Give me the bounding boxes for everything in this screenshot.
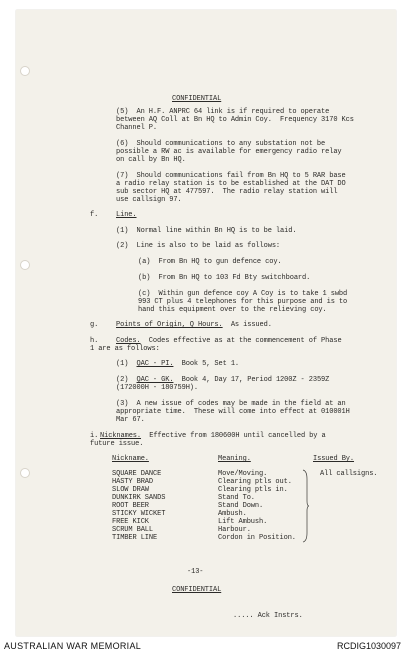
meaning-cell: Stand Down. bbox=[218, 502, 264, 510]
nickname-cell: SQUARE DANCE bbox=[112, 470, 162, 478]
grouping-brace bbox=[302, 469, 310, 543]
code-1-rest: Book 5, Set 1. bbox=[173, 360, 240, 368]
line-sub-c-2: 993 CT plus 4 telephones for this purpose and is to bbox=[138, 298, 348, 306]
para-6-line-1: (6) Should communications to any substation not be bbox=[116, 140, 326, 148]
issued-by-header: Issued By. bbox=[313, 455, 355, 463]
nickname-cell: ROOT BEER bbox=[112, 502, 149, 510]
section-i-title: Nicknames. bbox=[100, 432, 142, 440]
punch-hole bbox=[20, 468, 30, 478]
meaning-cell: Harbour. bbox=[218, 526, 251, 534]
punch-hole bbox=[20, 260, 30, 270]
code-3-line-1: (3) A new issue of codes may be made in the field at an bbox=[116, 400, 346, 408]
code-3-line-3: Mar 67. bbox=[116, 416, 145, 424]
line-sub-b: (b) From Bn HQ to 103 Fd Bty switchboard. bbox=[138, 274, 311, 282]
para-5-line-2: between AQ Coll at Bn HQ to Admin Coy. Frequency 3170 Kcs bbox=[116, 116, 354, 124]
line-sub-a: (a) From Bn HQ to gun defence coy. bbox=[138, 258, 282, 266]
section-f-title: Line. bbox=[116, 211, 137, 219]
archive-footer bbox=[0, 638, 405, 654]
code-2-label: (2) bbox=[116, 376, 137, 384]
line-sub-c-1: (c) Within gun defence coy A Coy is to take 1 swbd bbox=[138, 290, 348, 298]
page-number: -13- bbox=[187, 568, 204, 576]
nickname-header: Nickname. bbox=[112, 455, 149, 463]
para-6-line-2: possible a RW ac is available for emergency radio relay bbox=[116, 148, 342, 156]
section-h-title: Codes. bbox=[116, 337, 141, 345]
section-i-letter: i. bbox=[90, 432, 99, 440]
section-g-letter: g. bbox=[90, 321, 99, 329]
punch-hole bbox=[20, 66, 30, 76]
section-f-letter: f. bbox=[90, 211, 99, 219]
section-h-letter: h. bbox=[90, 337, 99, 345]
section-g-title: Points of Origin, Q Hours. bbox=[116, 321, 223, 329]
section-h-intro-2: 1 are as follows: bbox=[90, 345, 160, 353]
meaning-cell: Clearing ptls out. bbox=[218, 478, 292, 486]
issued-by-value: All callsigns. bbox=[320, 470, 378, 478]
code-1-label: (1) bbox=[116, 360, 137, 368]
code-3-line-2: appropriate time. These will come into effect at 010001H bbox=[116, 408, 350, 416]
line-item-2: (2) Line is also to be laid as follows: bbox=[116, 242, 281, 250]
para-5-line-1: (5) An H.F. ANPRC 64 link is if required to operate bbox=[116, 108, 330, 116]
line-sub-c-3: hand this equipment over to the relieving coy. bbox=[138, 306, 327, 314]
section-g-text: As issued. bbox=[222, 321, 272, 329]
ack-instructions: ..... Ack Instrs. bbox=[233, 612, 303, 620]
archive-id: RCDIG1030097 bbox=[336, 641, 401, 651]
nickname-cell: DUNKIRK SANDS bbox=[112, 494, 166, 502]
section-i-intro-1: Effective from 180600H until cancelled by a bbox=[141, 432, 326, 440]
para-7-line-3: sub sector HQ at 477597. The radio relay station will bbox=[116, 188, 338, 196]
meaning-cell: Ambush. bbox=[218, 510, 247, 518]
line-item-1: (1) Normal line within Bn HQ is to be laid. bbox=[116, 227, 297, 235]
meaning-cell: Clearing ptls in. bbox=[218, 486, 288, 494]
nickname-cell: SLOW DRAW bbox=[112, 486, 149, 494]
nickname-cell: STICKY WICKET bbox=[112, 510, 166, 518]
meaning-cell: Cordon in Position. bbox=[218, 534, 296, 542]
section-h-intro-1: Codes effective as at the commencement of Phase bbox=[140, 337, 342, 345]
meaning-cell: Stand To. bbox=[218, 494, 255, 502]
meaning-cell: Move/Moving. bbox=[218, 470, 268, 478]
para-7-line-2: a radio relay station is to be established at the DAT DO bbox=[116, 180, 346, 188]
code-2-line-2: (172000H - 180759H). bbox=[116, 384, 199, 392]
archive-name: AUSTRALIAN WAR MEMORIAL bbox=[4, 641, 142, 651]
classification-header: CONFIDENTIAL bbox=[172, 95, 222, 103]
para-7-line-1: (7) Should communications fail from Bn HQ to 5 RAR base bbox=[116, 172, 346, 180]
classification-footer: CONFIDENTIAL bbox=[172, 586, 222, 594]
code-2-rest: Book 4, Day 17, Period 1200Z - 2359Z bbox=[173, 376, 330, 384]
section-i-intro-2: future issue. bbox=[90, 440, 144, 448]
nickname-cell: FREE KICK bbox=[112, 518, 149, 526]
code-2-code: QAC - GK. bbox=[136, 376, 174, 384]
code-1-code: QAC - PI. bbox=[136, 360, 174, 368]
nickname-cell: TIMBER LINE bbox=[112, 534, 158, 542]
nickname-cell: SCRUM BALL bbox=[112, 526, 154, 534]
meaning-header: Meaning. bbox=[218, 455, 251, 463]
para-5-line-3: Channel P. bbox=[116, 124, 158, 132]
meaning-cell: Lift Ambush. bbox=[218, 518, 268, 526]
para-6-line-3: on call by Bn HQ. bbox=[116, 156, 186, 164]
para-7-line-4: use callsign 97. bbox=[116, 196, 182, 204]
nickname-cell: HASTY BRAD bbox=[112, 478, 154, 486]
